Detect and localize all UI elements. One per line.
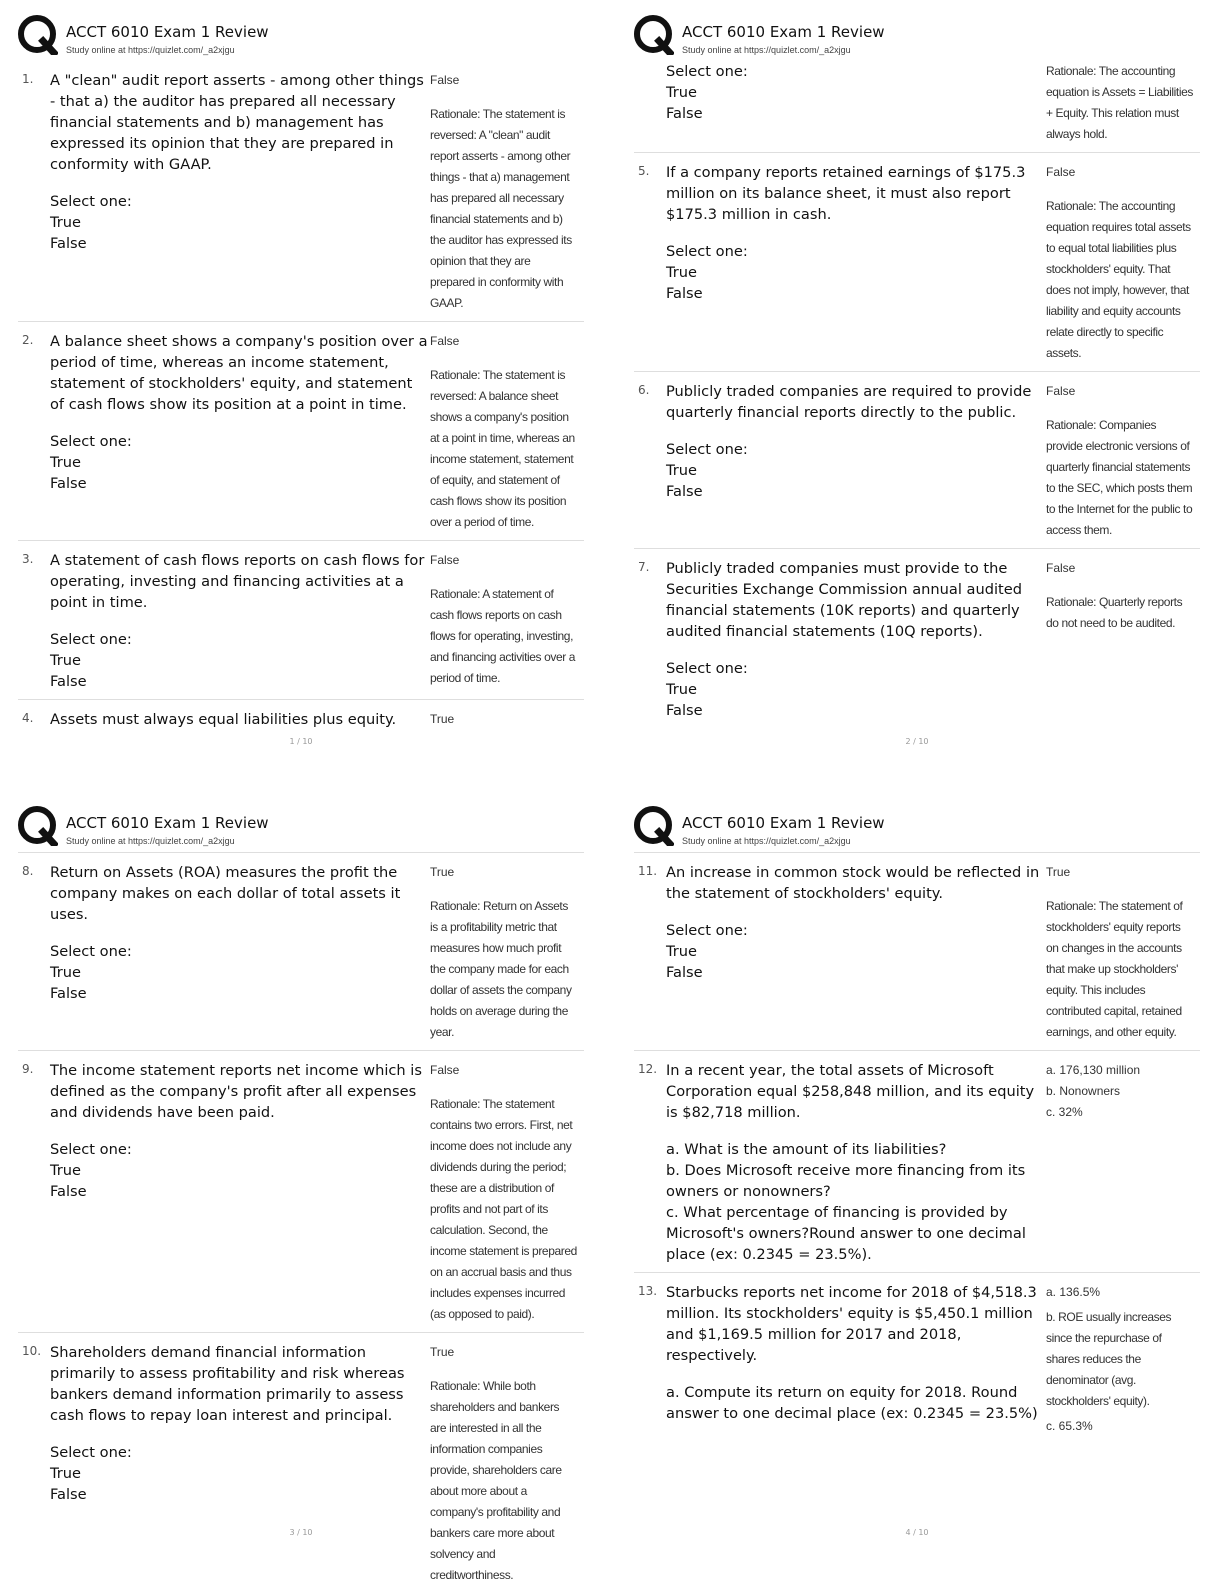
question-number: 12. (638, 1062, 658, 1076)
rationale: Rationale: A statement of cash flows reports on cash flows for operating, investing, and financing activities over a period of time. (430, 587, 576, 685)
question-text: A statement of cash flows reports on cash flows for operating, investing and financing activities at a point in time. (50, 552, 425, 611)
option-false[interactable]: False (50, 985, 87, 1002)
page-number: 3 / 10 (289, 1528, 313, 1537)
answer-part: b. ROE usually increases since the repurchase of shares reduces the denominator (avg. stockholders' equity). (1046, 1310, 1172, 1408)
option-true[interactable]: True (666, 84, 697, 101)
question-number: 7. (638, 560, 650, 574)
question-card (18, 1050, 584, 1332)
rationale: Rationale: The statement is reversed: A balance sheet shows a company's position at a point in time, whereas an income statement, statement of equity, and statement of cash flows show its position over a period of time. (430, 368, 575, 529)
select-one-label: Select one: (666, 243, 748, 260)
question-text: The income statement reports net income which is defined as the company's profit after all expenses and dividends have been paid. (50, 1062, 422, 1121)
question-continuation (634, 61, 1200, 152)
study-link[interactable]: Study online at https://quizlet.com/_a2xjgu (682, 836, 851, 846)
question-card (634, 1050, 1200, 1272)
question-number: 1. (22, 72, 34, 86)
rationale: Rationale: The statement of stockholders' equity reports on changes in the accounts that make up stockholders' equity. This includes contributed capital, retained earnings, and other equity. (1046, 899, 1183, 1039)
question-number: 2. (22, 333, 34, 347)
rationale: Rationale: Return on Assets is a profitability metric that measures how much profit the company made for each dollar of assets the company holds on average during the year. (430, 899, 572, 1039)
question-number: 5. (638, 164, 650, 178)
question-number: 4. (22, 711, 34, 725)
question-number: 3. (22, 552, 34, 566)
page-1 (18, 15, 584, 790)
quizlet-logo-icon (634, 15, 674, 55)
page-title: ACCT 6010 Exam 1 Review (66, 814, 269, 832)
question-card (18, 540, 584, 699)
question-card (18, 321, 584, 540)
question-text: In a recent year, the total assets of Microsoft Corporation equal $258,848 million, and its equity is $82,718 million. (666, 1062, 1035, 1121)
question-card (18, 852, 584, 1050)
select-one-label: Select one: (666, 922, 748, 939)
quizlet-logo-icon (18, 806, 58, 846)
study-link[interactable]: Study online at https://quizlet.com/_a2xjgu (66, 836, 235, 846)
answer: False (430, 1063, 460, 1077)
option-true[interactable]: True (50, 652, 81, 669)
rationale: Rationale: The accounting equation is Assets = Liabilities + Equity. This relation must always hold. (1046, 64, 1193, 141)
quizlet-logo-icon (18, 15, 58, 55)
question-card (634, 371, 1200, 548)
option-false[interactable]: False (50, 235, 87, 252)
study-link[interactable]: Study online at https://quizlet.com/_a2xjgu (682, 45, 851, 55)
answer: False (430, 553, 460, 567)
answer-part: c. 32% (1046, 1105, 1083, 1119)
answer: True (430, 712, 455, 726)
page-header (18, 806, 584, 852)
answer-part: a. 136.5% (1046, 1285, 1101, 1299)
page-title: ACCT 6010 Exam 1 Review (682, 814, 885, 832)
option-true[interactable]: True (50, 1162, 81, 1179)
option-false[interactable]: False (50, 673, 87, 690)
question-text: Publicly traded companies must provide to the Securities Exchange Commission annual audited financial statements (10K reports) and quarterly audited financial statements (10Q reports). (666, 560, 1023, 640)
question-card (634, 852, 1200, 1050)
answer-part: a. 176,130 million (1046, 1063, 1141, 1077)
page-4 (634, 806, 1200, 1581)
answer: True (430, 1345, 455, 1359)
question-card (18, 1332, 584, 1581)
option-false[interactable]: False (50, 475, 87, 492)
option-true[interactable]: True (50, 214, 81, 231)
question-text: A "clean" audit report asserts - among other things - that a) the auditor has prepared all necessary financial statements and b) management has expressed its opinion that they are prepared in conformity with GAAP. (50, 72, 424, 173)
select-one-label: Select one: (50, 433, 132, 450)
answer: True (1046, 865, 1071, 879)
question-number: 11. (638, 864, 658, 878)
question-card (634, 548, 1200, 728)
page-number: 4 / 10 (905, 1528, 929, 1537)
option-true[interactable]: True (666, 264, 697, 281)
rationale: Rationale: Quarterly reports do not need to be audited. (1046, 595, 1183, 630)
option-false[interactable]: False (666, 105, 703, 122)
select-one-label: Select one: (50, 1141, 132, 1158)
page-header (634, 806, 1200, 852)
question-card (634, 1272, 1200, 1444)
question-number: 8. (22, 864, 34, 878)
answer: False (430, 334, 460, 348)
page-title: ACCT 6010 Exam 1 Review (682, 23, 885, 41)
question-text: Publicly traded companies are required to provide quarterly financial reports directly to the public. (666, 383, 1032, 421)
question-card (18, 699, 584, 737)
question-part: a. What is the amount of its liabilities? (666, 1141, 947, 1158)
answer: False (1046, 165, 1076, 179)
answer: False (430, 73, 460, 87)
option-true[interactable]: True (666, 943, 697, 960)
question-text: Assets must always equal liabilities plus equity. (50, 711, 397, 728)
page-number: 2 / 10 (905, 737, 929, 746)
answer-part: b. Nonowners (1046, 1084, 1121, 1098)
question-number: 10. (22, 1344, 42, 1358)
rationale: Rationale: The statement contains two errors. First, net income does not include any dividends during the period; these are a distribution of profits and not part of its calculation. Second, the income statement is prepared on an accrual basis and thus includes expenses incurred (as opposed to paid). (430, 1097, 577, 1321)
option-false[interactable]: False (666, 483, 703, 500)
select-one-label: Select one: (50, 1444, 132, 1461)
option-true[interactable]: True (50, 1465, 81, 1482)
answer-part: c. 65.3% (1046, 1419, 1093, 1433)
page-title: ACCT 6010 Exam 1 Review (66, 23, 269, 41)
question-part: c. What percentage of financing is provided by Microsoft's owners?Round answer to one decimal place (ex: 0.2345 = 23.5%). (666, 1204, 1026, 1263)
select-one-label: Select one: (666, 660, 748, 677)
rationale: Rationale: While both shareholders and bankers are interested in all the information companies provide, shareholders care about more about a company's profitability and bankers care more about solvency and creditworthiness. (430, 1379, 562, 1581)
answer: False (1046, 384, 1076, 398)
question-text: Starbucks reports net income for 2018 of $4,518.3 million. Its stockholders' equity is $5,450.1 million and $1,169.5 million for 2017 and 2018, respectively. (666, 1284, 1037, 1364)
question-card (18, 61, 584, 321)
question-text: An increase in common stock would be reflected in the statement of stockholders' equity. (666, 864, 1040, 902)
option-false[interactable]: False (50, 1183, 87, 1200)
question-part: b. Does Microsoft receive more financing from its owners or nonowners? (666, 1162, 1026, 1200)
page-3 (18, 806, 584, 1581)
select-one-label: Select one: (50, 631, 132, 648)
page-number: 1 / 10 (289, 737, 313, 746)
option-true[interactable]: True (50, 964, 81, 981)
question-text: Return on Assets (ROA) measures the profit the company makes on each dollar of total assets it uses. (50, 864, 401, 923)
question-text: A balance sheet shows a company's position over a period of time, whereas an income statement, statement of stockholders' equity, and statement of cash flows show its position at a point in time. (50, 333, 428, 413)
rationale: Rationale: The accounting equation requires total assets to equal total liabilities plus stockholders' equity. That does not imply, however, that liability and equity accounts relate directly to specific assets. (1046, 199, 1191, 360)
option-true[interactable]: True (666, 462, 697, 479)
option-true[interactable]: True (666, 681, 697, 698)
select-one-label: Select one: (50, 943, 132, 960)
question-number: 9. (22, 1062, 34, 1076)
option-false[interactable]: False (666, 285, 703, 302)
select-one-label: Select one: (666, 441, 748, 458)
page-header (18, 15, 584, 61)
quizlet-logo-icon (634, 806, 674, 846)
question-text: If a company reports retained earnings of $175.3 million on its balance sheet, it must also report $175.3 million in cash. (666, 164, 1026, 223)
question-number: 6. (638, 383, 650, 397)
select-one-label: Select one: (50, 193, 132, 210)
study-link[interactable]: Study online at https://quizlet.com/_a2xjgu (66, 45, 235, 55)
question-number: 13. (638, 1284, 658, 1298)
page-2 (634, 15, 1200, 790)
question-card (634, 152, 1200, 371)
option-false[interactable]: False (666, 964, 703, 981)
question-text: Shareholders demand financial information primarily to assess profitability and risk whereas bankers demand information primarily to assess cash flows to repay loan interest and principal. (50, 1344, 405, 1424)
option-true[interactable]: True (50, 454, 81, 471)
select-one-label: Select one: (666, 63, 748, 80)
option-false[interactable]: False (50, 1486, 87, 1503)
question-part: a. Compute its return on equity for 2018. Round answer to one decimal place (ex: 0.2345 = 23.5%) (666, 1384, 1038, 1422)
option-false[interactable]: False (666, 702, 703, 719)
rationale: Rationale: Companies provide electronic versions of quarterly financial statements to the SEC, which posts them to the Internet for the public to access them. (1046, 418, 1193, 537)
answer: True (430, 865, 455, 879)
page-header (634, 15, 1200, 61)
answer: False (1046, 561, 1076, 575)
rationale: Rationale: The statement is reversed: A "clean" audit report asserts - among other things - that a) management has prepared all necessary financial statements and b) the auditor has expressed its opinion that they are prepared in conformity with GAAP. (430, 107, 572, 310)
